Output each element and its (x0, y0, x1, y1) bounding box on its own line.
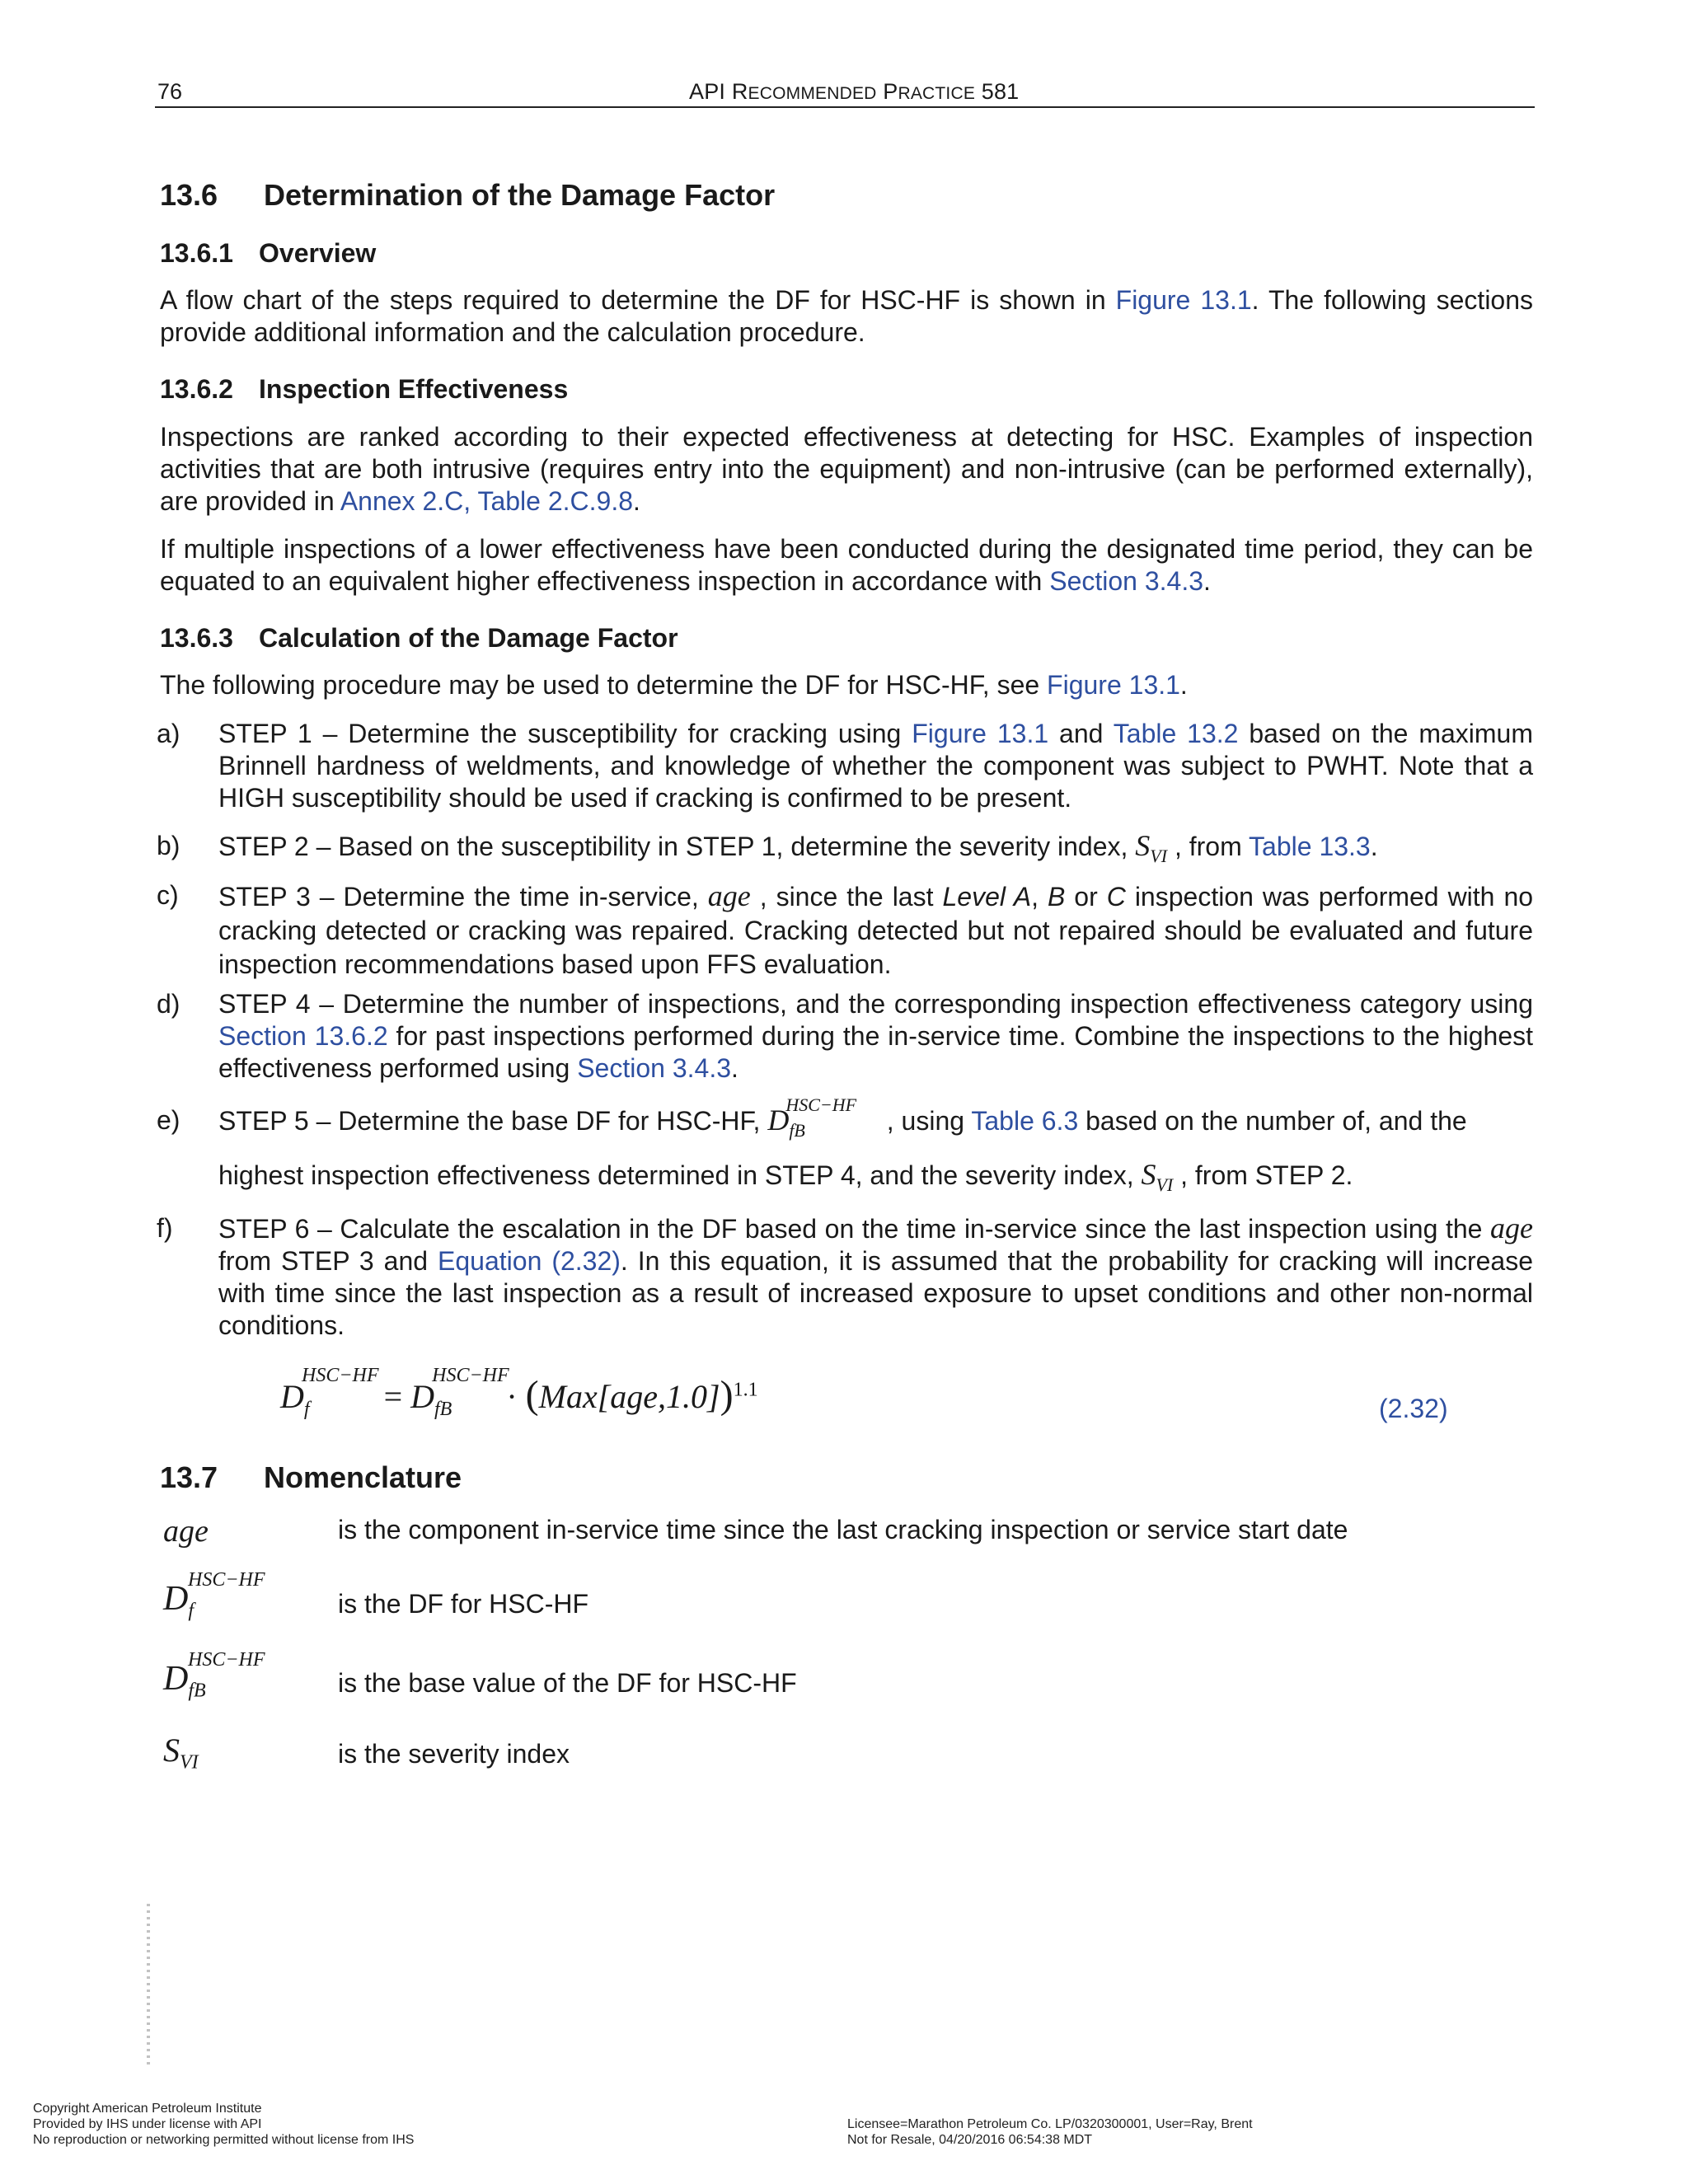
link-figure-13-1[interactable]: Figure 13.1 (1115, 285, 1252, 315)
link-figure-13-1[interactable]: Figure 13.1 (912, 719, 1049, 748)
margin-dots (147, 1904, 150, 2069)
page-number: 76 (157, 79, 183, 104)
heading-13-6-1: 13.6.1 Overview (160, 238, 377, 268)
nomenclature-symbol-df: $D_f$ HSC−HF (163, 1569, 265, 1622)
footer-right: Licensee=Marathon Petroleum Co. LP/0320300001, User=Ray, Brent Not for Resale, 04/20/2016 06:54:38 MDT (847, 2117, 1253, 2147)
link-section-3-4-3[interactable]: Section 3.4.3 (577, 1053, 731, 1083)
paragraph-inspection-1: Inspections are ranked according to their expected effectiveness at detecting for HSC. Examples of inspection activities that are both intrusive (requires entry into the equipment) and non-intrusive (can be performed externally), are provided in Annex 2.C, Table 2.C.9.8. (160, 422, 1533, 516)
link-figure-13-1[interactable]: Figure 13.1 (1047, 670, 1180, 700)
link-section-3-4-3[interactable]: Section 3.4.3 (1049, 566, 1204, 596)
document-page: 76 API RECOMMENDED PRACTICE 581 13.6 Determination of the Damage Factor 13.6.1 Overview A flow chart of the steps required to determine the DF for HSC-HF is shown in Figure 13.1. The following sections provide additional information and the calculation procedure. 13.6.2 Inspection Effectiveness Inspections are ranked according to their expected effectiveness at detecting for HSC. Examples of inspection activities that are both intrusive (requires entry into the equipment) and non-intrusive (can be performed externally), are provided in Annex 2.C, Table 2.C.9.8. If multiple inspections of a lower effectiveness have been conducted during the designated time period, they can be equated to an equivalent higher effectiveness inspection in accordance with Section 3.4.3. 13.6.3 Calculation of the Damage Factor The following procedure may be used to determine the DF for HSC-HF, see Figure 13.1. a) STEP 1 – Determine the susceptibility for cracking using Figure 13.1 and Table 13.2 based on the maximum Brinnell hardness of weldments, and knowledge of whether the component was subject to PWHT. Note that a HIGH susceptibility should be used if cracking is confirmed to be present. b) STEP 2 – Based on the susceptibility in STEP 1, determine the severity index, $S_{VI}$ , from Table 13.3. c) STEP 3 – Determine the time in-service, age , since the last Level A, B or C inspection was performed with no cracking detected or cracking was repaired. Cracking detected but not repaired should be evaluated and future inspection recommendations based upon FFS evaluation. d) STEP 4 – Determine the number of inspections, and the corresponding inspection effectiveness category using Section 13.6.2 for past inspections performed during the in-service time. Combine the inspections to the highest effectiveness performed using Section 3.4.3. e) STEP 5 – Determine the base DF for HSC-HF, $D_{fB}$ HSC−HF , using Table 6.3 based on the number of, and the highest inspection effectiveness determined in STEP 4, and the severity index, $S_{VI}$ , from STEP 2. f) STEP 6 – Calculate the escalation in the DF based on the time in-service since the last inspection using the age from STEP 3 and Equation (2.32). In this equation, it is assumed that the probability for cracking will increase with time since the last inspection as a result of increased exposure to upset conditions and other non-normal conditions. $D_f$ HSC−HF = $D_{fB}$ HSC−HF · $(Max[age,1.0])^{1.1}$ (2.32) 13.7 Nomenclature age is the component in-service time since the last cracking inspection or service start date $D_f$ HSC−HF is the DF for HSC-HF $D_{fB}$ HSC−HF is the base value of the DF for HSC-HF $S_{VI}$ is the severity index Copyright American Petroleum Institute Provided by IHS under license with API No reproduction or networking permitted without license from IHS Licensee=Marathon Petroleum Co. LP/0320300001, User=Ray, Brent Not for Resale, 04/20/2016 06:54:38 MDT (33, 79, 1534, 2147)
link-section-13-6-2[interactable]: Section 13.6.2 (218, 1021, 388, 1051)
paragraph-overview: A flow chart of the steps required to determine the DF for HSC-HF is shown in Figure 13.1. The following sections provide additional information and the calculation procedure. (160, 285, 1534, 347)
heading-13-6: 13.6 Determination of the Damage Factor (160, 178, 776, 212)
paragraph-procedure-intro: The following procedure may be used to determine the DF for HSC-HF, see Figure 13.1. (160, 670, 1188, 700)
equation-number: (2.32) (1379, 1394, 1448, 1423)
nomenclature-symbol-dfb: $D_{fB}$ HSC−HF (163, 1649, 265, 1702)
footer-left: Copyright American Petroleum Institute Provided by IHS under license with API No reproduction or networking permitted without license from IHS (33, 2102, 415, 2147)
paragraph-inspection-2: If multiple inspections of a lower effectiveness have been conducted during the designated time period, they can be equated to an equivalent higher effectiveness inspection in accordance with Section 3.4.3. (160, 534, 1533, 596)
link-table-6-3[interactable]: Table 6.3 (971, 1106, 1079, 1136)
symbol-age: age (1490, 1212, 1533, 1244)
link-table-13-2[interactable]: Table 13.2 (1113, 719, 1239, 748)
nomenclature-definition-dfb: is the base value of the DF for HSC-HF (338, 1668, 797, 1698)
nomenclature-symbol-svi: $S_{VI}$ (163, 1732, 199, 1774)
nomenclature-definition-age: is the component in-service time since the last cracking inspection or service start date (338, 1515, 1348, 1544)
symbol-s-vi: $S_{VI}$ (1141, 1158, 1174, 1196)
symbol-d-fb-hsc-hf: $D_{fB}$ HSC−HF (767, 1094, 857, 1141)
link-annex-2c[interactable]: Annex 2.C, Table 2.C.9.8 (340, 486, 633, 516)
symbol-age: age (707, 879, 751, 912)
nomenclature-definition-svi: is the severity index (338, 1739, 570, 1769)
link-table-13-3[interactable]: Table 13.3 (1249, 832, 1371, 861)
nomenclature-symbol-age: age (163, 1514, 209, 1549)
symbol-s-vi: $S_{VI}$ (1135, 829, 1168, 867)
header-rule (155, 106, 1535, 108)
heading-13-6-2: 13.6.2 Inspection Effectiveness (160, 374, 569, 404)
heading-13-7: 13.7 Nomenclature (160, 1460, 462, 1494)
running-header: API RECOMMENDED PRACTICE 581 (689, 79, 1020, 104)
nomenclature-definition-df: is the DF for HSC-HF (338, 1589, 589, 1619)
link-equation-2-32[interactable]: Equation (2.32) (438, 1246, 621, 1276)
heading-13-6-3: 13.6.3 Calculation of the Damage Factor (160, 623, 678, 653)
equation-2-32: $D_f$ HSC−HF = $D_{fB}$ HSC−HF · $(Max[age,1.0])^{1.1}$ (280, 1365, 758, 1420)
